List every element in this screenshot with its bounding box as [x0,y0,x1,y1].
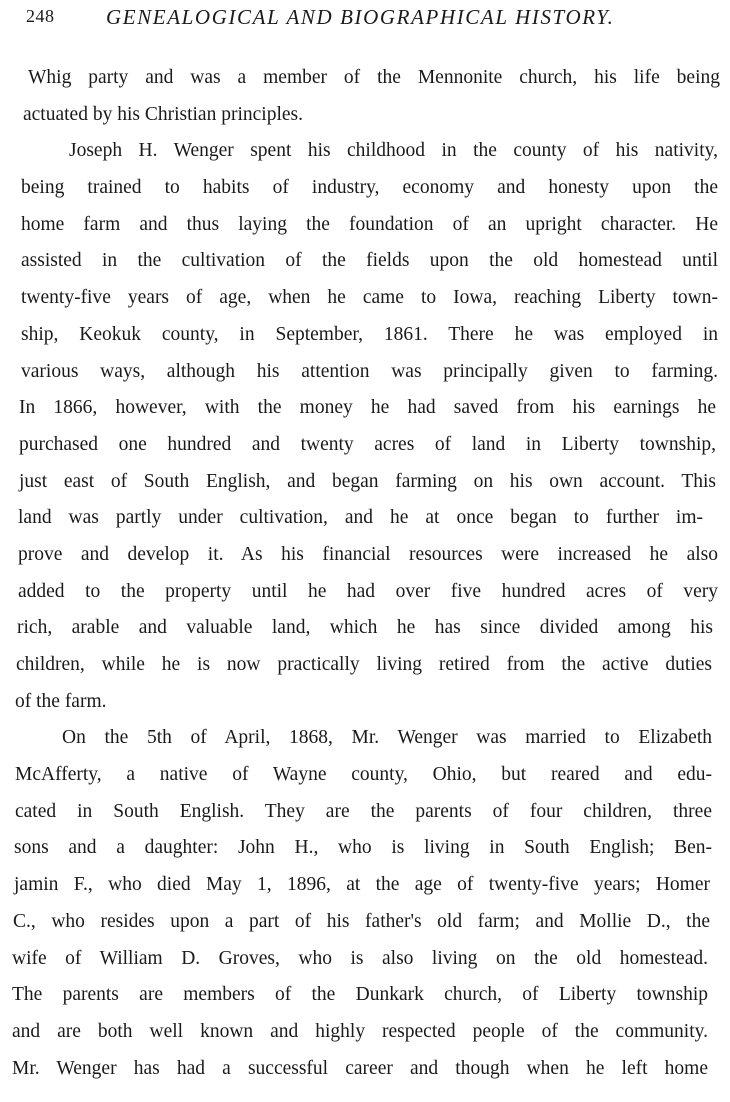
page-number: 248 [26,6,55,26]
body-text [12,60,718,1087]
text-line: of the farm. [15,690,107,712]
page-header [26,6,706,36]
text-line: McAfferty, a native of Wayne county, Ohio, but reared and edu- [15,764,712,786]
text-line: being trained to habits of industry, economy and honesty upon the [21,177,718,199]
text-line: C., who resides upon a part of his father's old farm; and Mollie D., the [13,910,710,932]
text-line: assisted in the cultivation of the fields upon the old homestead until [21,250,718,272]
text-line: On the 5th of April, 1868, Mr. Wenger was married to Elizabeth [62,727,712,749]
text-line: Mr. Wenger has had a successful career and though when he left home [12,1057,708,1079]
text-line: actuated by his Christian principles. [23,103,303,125]
text-line: ship, Keokuk county, in September, 1861. There he was employed in [21,323,718,345]
text-line: various ways, although his attention was principally given to farming. [21,360,718,382]
text-line: home farm and thus laying the foundation of an upright character. He [21,213,718,235]
text-line: cated in South English. They are the parents of four children, three [15,800,712,822]
text-line: just east of South English, and began farming on his own account. This [19,470,716,492]
text-line: jamin F., who died May 1, 1896, at the age of twenty-five years; Homer [14,874,710,896]
text-line: and are both well known and highly respected people of the community. [12,1020,708,1042]
text-line: twenty-five years of age, when he came to Iowa, reaching Liberty town- [21,287,718,309]
text-line: purchased one hundred and twenty acres of land in Liberty township, [19,433,716,455]
text-line: The parents are members of the Dunkark church, of Liberty township [12,984,708,1006]
text-line: wife of William D. Groves, who is also living on the old homestead. [12,947,708,969]
running-title: GENEALOGICAL AND BIOGRAPHICAL HISTORY. [106,5,615,29]
text-line: In 1866, however, with the money he had saved from his earnings he [19,397,716,419]
text-line: rich, arable and valuable land, which he has since divided among his [17,617,713,639]
text-line: added to the property until he had over five hundred acres of very [18,580,718,602]
text-line: Joseph H. Wenger spent his childhood in the county of his nativity, [69,140,718,162]
text-line: sons and a daughter: John H., who is living in South English; Ben- [14,837,712,859]
text-line: land was partly under cultivation, and he at once began to further im- [18,507,703,529]
text-line: Whig party and was a member of the Mennonite church, his life being [28,67,720,88]
text-line: children, while he is now practically living retired from the active duties [16,654,712,675]
text-line: prove and develop it. As his financial resources were increased he also [18,543,718,565]
